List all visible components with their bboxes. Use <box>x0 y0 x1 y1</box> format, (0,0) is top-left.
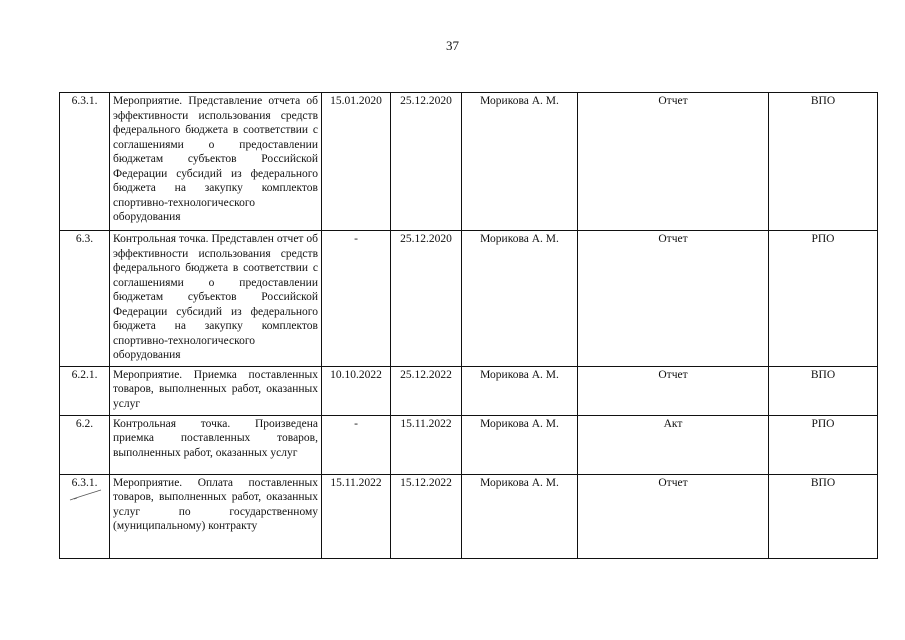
row-description: Мероприятие. Оплата поставленных товаров, выполненных работ, оказанных услуг по государственному (муниципальному) контракту <box>110 474 322 558</box>
page-number: 37 <box>446 38 459 53</box>
row-end-date: 15.11.2022 <box>391 415 462 474</box>
table-row <box>60 231 878 367</box>
row-end-date: 25.12.2022 <box>391 366 462 415</box>
row-description: Мероприятие. Представление отчета об эффективности использования средств федерального бюджета в соответствии с соглашениями о предоставлении бюджетам субъектов Российской Федерации субсидий из федерального бюджета на закупку комплектов спортивно-технологического оборудования <box>110 93 322 231</box>
row-document: Акт <box>578 415 769 474</box>
row-number: 6.2.1. <box>60 366 110 415</box>
row-document: Отчет <box>578 474 769 558</box>
row-end-date: 15.12.2022 <box>391 474 462 558</box>
row-responsible: Морикова А. М. <box>462 415 578 474</box>
row-document: Отчет <box>578 366 769 415</box>
row-level: ВПО <box>769 474 878 558</box>
row-responsible: Морикова А. М. <box>462 366 578 415</box>
row-start-date: 15.11.2022 <box>322 474 391 558</box>
row-responsible: Морикова А. М. <box>462 474 578 558</box>
row-responsible: Морикова А. М. <box>462 93 578 231</box>
row-end-date: 25.12.2020 <box>391 93 462 231</box>
row-start-date: - <box>322 231 391 367</box>
row-description: Мероприятие. Приемка поставленных товаров, выполненных работ, оказанных услуг <box>110 366 322 415</box>
row-level: ВПО <box>769 93 878 231</box>
row-description: Контрольная точка. Произведена приемка поставленных товаров, выполненных работ, оказанных услуг <box>110 415 322 474</box>
row-level: ВПО <box>769 366 878 415</box>
row-level: РПО <box>769 415 878 474</box>
row-number: 6.3.1. <box>60 93 110 231</box>
row-start-date: 15.01.2020 <box>322 93 391 231</box>
table-row <box>60 366 878 415</box>
table-row <box>60 415 878 474</box>
row-document: Отчет <box>578 93 769 231</box>
row-description: Контрольная точка. Представлен отчет об эффективности использования средств федерального бюджета в соответствии с соглашениями о предоставлении бюджетам субъектов Российской Федерации субсидий из федерального бюджета на закупку комплектов спортивно-технологического оборудования <box>110 231 322 367</box>
row-responsible: Морикова А. М. <box>462 231 578 367</box>
row-level: РПО <box>769 231 878 367</box>
plan-table <box>59 92 878 559</box>
table-row <box>60 474 878 558</box>
row-start-date: 10.10.2022 <box>322 366 391 415</box>
row-number: 6.3. <box>60 231 110 367</box>
row-end-date: 25.12.2020 <box>391 231 462 367</box>
row-number: 6.3.1. <box>60 474 110 558</box>
table-row <box>60 93 878 231</box>
row-start-date: - <box>322 415 391 474</box>
pen-mark <box>68 487 104 503</box>
row-document: Отчет <box>578 231 769 367</box>
row-number: 6.2. <box>60 415 110 474</box>
